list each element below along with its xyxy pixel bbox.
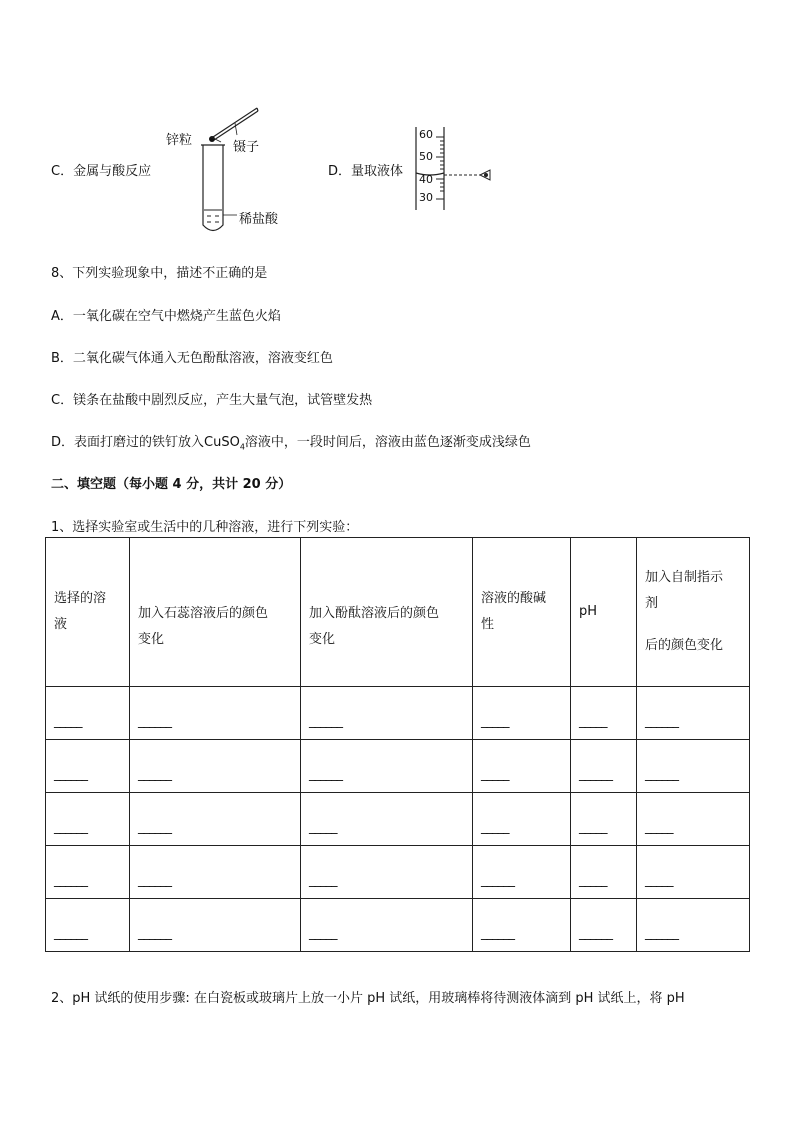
blank-cell[interactable]: _____ bbox=[309, 820, 337, 835]
tick-50: 50 bbox=[419, 150, 433, 163]
header-indicator: 加入自制指示 剂 后的颜色变化 bbox=[637, 538, 750, 687]
tick-60: 60 bbox=[419, 128, 433, 141]
blank-cell[interactable]: ______ bbox=[138, 820, 171, 835]
blank-cell[interactable]: ______ bbox=[645, 714, 678, 729]
blank-cell[interactable]: ______ bbox=[54, 820, 87, 835]
header-ph: pH bbox=[571, 538, 637, 687]
zinc-label: 锌粒 bbox=[166, 133, 193, 148]
blank-cell[interactable]: _____ bbox=[579, 820, 607, 835]
table-row bbox=[46, 846, 750, 899]
blank-cell[interactable]: _____ bbox=[481, 714, 509, 729]
q7-option-c: C．金属与酸反应 bbox=[51, 164, 152, 179]
tweezers-label: 镊子 bbox=[233, 140, 260, 155]
fill2-stem: 2、pH 试纸的使用步骤: 在白瓷板或玻璃片上放一小片 pH 试纸，用玻璃棒将待测液体滴到 pH 试纸上，将 pH bbox=[51, 991, 685, 1006]
header-litmus: 加入石蕊溶液后的颜色 变化 bbox=[130, 538, 301, 687]
blank-cell[interactable]: _____ bbox=[579, 873, 607, 888]
blank-cell[interactable]: ______ bbox=[579, 926, 612, 941]
header-phenolphthalein: 加入酚酞溶液后的颜色 变化 bbox=[301, 538, 473, 687]
experiment-table bbox=[45, 537, 750, 952]
blank-cell[interactable]: ______ bbox=[138, 926, 171, 941]
blank-cell[interactable]: ______ bbox=[645, 926, 678, 941]
q7-option-d: D．量取液体 bbox=[328, 164, 404, 179]
blank-cell[interactable]: _____ bbox=[579, 714, 607, 729]
blank-cell[interactable]: ______ bbox=[138, 767, 171, 782]
header-solution: 选择的溶 液 bbox=[46, 538, 130, 687]
blank-cell[interactable]: ______ bbox=[138, 714, 171, 729]
header-acidity: 溶液的酸碱 性 bbox=[473, 538, 571, 687]
table-row bbox=[46, 793, 750, 846]
blank-cell[interactable]: _____ bbox=[481, 820, 509, 835]
acid-label: 稀盐酸 bbox=[239, 212, 279, 227]
blank-cell[interactable]: ______ bbox=[54, 926, 87, 941]
blank-cell[interactable]: _____ bbox=[645, 873, 673, 888]
fill1-stem: 1、选择实验室或生活中的几种溶液，进行下列实验： bbox=[51, 520, 359, 535]
blank-cell[interactable]: ______ bbox=[309, 767, 342, 782]
blank-cell[interactable]: ______ bbox=[481, 873, 514, 888]
table-row bbox=[46, 899, 750, 952]
table-header-row bbox=[46, 538, 750, 687]
blank-cell[interactable]: ______ bbox=[481, 926, 514, 941]
q8-option-a: A．一氧化碳在空气中燃烧产生蓝色火焰 bbox=[51, 309, 281, 324]
blank-cell[interactable]: _____ bbox=[645, 820, 673, 835]
blank-cell[interactable]: _____ bbox=[309, 926, 337, 941]
blank-cell[interactable]: ______ bbox=[579, 767, 612, 782]
blank-cell[interactable]: _____ bbox=[309, 873, 337, 888]
section2-heading: 二、填空题（每小题 4 分，共计 20 分） bbox=[51, 477, 292, 492]
tick-30: 30 bbox=[419, 191, 433, 204]
q8-stem: 8、下列实验现象中，描述不正确的是 bbox=[51, 266, 268, 281]
blank-cell[interactable]: ______ bbox=[54, 873, 87, 888]
blank-cell[interactable]: ______ bbox=[309, 714, 342, 729]
blank-cell[interactable]: ______ bbox=[645, 767, 678, 782]
blank-cell[interactable]: _____ bbox=[54, 714, 82, 729]
q8-option-b: B．二氧化碳气体通入无色酚酞溶液，溶液变红色 bbox=[51, 351, 333, 366]
table-row bbox=[46, 740, 750, 793]
blank-cell[interactable]: ______ bbox=[138, 873, 171, 888]
q8-option-d: D．表面打磨过的铁钉放入CuSO$_4$溶液中，一段时间后，溶液由蓝色逐渐变成浅绿色 bbox=[51, 435, 531, 452]
tick-40: 40 bbox=[419, 173, 433, 186]
blank-cell[interactable]: _____ bbox=[481, 767, 509, 782]
table-row bbox=[46, 687, 750, 740]
q8-option-c: C．镁条在盐酸中剧烈反应，产生大量气泡，试管壁发热 bbox=[51, 393, 373, 408]
blank-cell[interactable]: ______ bbox=[54, 767, 87, 782]
